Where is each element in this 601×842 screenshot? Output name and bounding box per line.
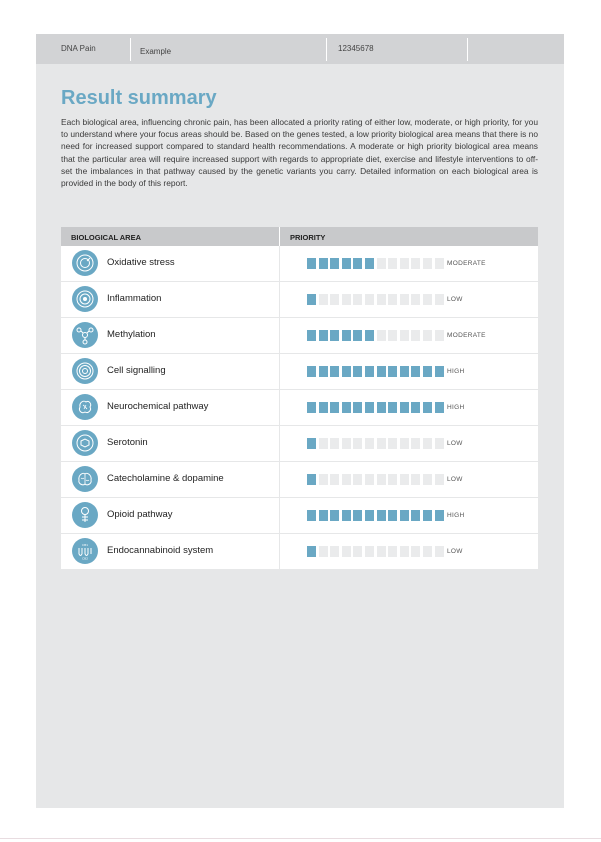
priority-segment-empty [411,546,420,557]
priority-segment-filled [330,366,339,377]
priority-segment-empty [411,258,420,269]
opioid-icon [72,502,98,528]
priority-segment-empty [365,474,374,485]
priority-segment-empty [342,474,351,485]
priority-segment-filled [307,438,316,449]
priority-segment-filled [307,402,316,413]
serotonin-icon [72,430,98,456]
biological-area-name: Inflammation [107,293,162,304]
priority-segment-empty [435,330,444,341]
priority-level: HIGH [447,368,465,375]
priority-segment-empty [400,546,409,557]
priority-segment-empty [353,438,362,449]
priority-segment-empty [353,474,362,485]
priority-segment-filled [400,510,409,521]
priority-segment-empty [411,294,420,305]
report-name: DNA Pain [61,44,96,53]
column-divider [279,534,280,569]
priority-segment-empty [330,294,339,305]
priority-segment-empty [330,474,339,485]
priority-segment-filled [353,402,362,413]
priority-segment-empty [319,546,328,557]
priority-meter [307,510,446,521]
column-divider [279,498,280,533]
priority-segment-filled [435,366,444,377]
priority-level: LOW [447,440,463,447]
priority-segment-filled [319,510,328,521]
priority-meter [307,438,446,449]
biological-area-name: Methylation [107,329,156,340]
endocannabinoid-icon [72,538,98,564]
priority-segment-empty [388,474,397,485]
priority-meter [307,330,446,341]
priority-segment-filled [342,510,351,521]
priority-segment-empty [365,294,374,305]
column-divider [279,318,280,353]
priority-segment-filled [319,366,328,377]
priority-segment-empty [423,258,432,269]
priority-segment-empty [342,438,351,449]
column-divider [279,426,280,461]
priority-segment-empty [423,330,432,341]
table-row [61,282,538,318]
priority-segment-filled [342,366,351,377]
methylation-icon [72,322,98,348]
priority-level: LOW [447,296,463,303]
priority-segment-filled [330,510,339,521]
priority-segment-empty [388,330,397,341]
priority-level: MODERATE [447,332,486,339]
biological-area-name: Oxidative stress [107,257,175,268]
priority-segment-empty [435,294,444,305]
priority-segment-empty [423,474,432,485]
priority-segment-filled [435,510,444,521]
priority-level: HIGH [447,512,465,519]
priority-segment-filled [423,366,432,377]
priority-segment-empty [377,294,386,305]
priority-segment-empty [365,438,374,449]
priority-segment-filled [307,546,316,557]
column-header-area: BIOLOGICAL AREA [71,233,142,242]
table-row [61,246,538,282]
table-row [61,534,538,570]
column-divider [279,282,280,317]
priority-segment-filled [330,258,339,269]
priority-segment-filled [353,258,362,269]
priority-segment-empty [435,438,444,449]
priority-segment-filled [353,510,362,521]
priority-segment-filled [400,366,409,377]
priority-segment-empty [400,330,409,341]
priority-segment-empty [330,546,339,557]
priority-segment-filled [307,330,316,341]
table-row [61,426,538,462]
biological-area-name: Serotonin [107,437,148,448]
priority-segment-empty [435,546,444,557]
cell-signalling-icon [72,358,98,384]
priority-segment-filled [307,294,316,305]
priority-segment-filled [411,366,420,377]
priority-meter [307,294,446,305]
header-divider [130,38,131,61]
priority-segment-filled [388,510,397,521]
page-title: Result summary [61,87,217,109]
priority-table [61,227,538,570]
priority-segment-empty [423,294,432,305]
priority-segment-filled [307,366,316,377]
priority-meter [307,402,446,413]
header-divider [326,38,327,61]
priority-segment-empty [365,546,374,557]
priority-segment-empty [319,438,328,449]
priority-segment-filled [353,330,362,341]
priority-segment-filled [388,402,397,413]
priority-segment-filled [411,402,420,413]
priority-segment-empty [330,438,339,449]
page-edge-line [0,838,601,839]
priority-segment-filled [342,330,351,341]
priority-segment-empty [400,258,409,269]
table-row [61,390,538,426]
priority-segment-filled [365,510,374,521]
priority-segment-empty [388,294,397,305]
column-header-priority: PRIORITY [290,233,326,242]
biological-area-name: Cell signalling [107,365,166,376]
svg-text:CB1: CB1 [82,543,89,547]
neurochemical-icon [72,394,98,420]
biological-area-name: Opioid pathway [107,509,173,520]
priority-segment-filled [365,330,374,341]
priority-segment-filled [423,510,432,521]
priority-segment-filled [435,402,444,413]
column-divider [279,390,280,425]
priority-segment-filled [307,510,316,521]
brain-icon [72,466,98,492]
priority-segment-filled [319,402,328,413]
table-row [61,318,538,354]
priority-level: LOW [447,476,463,483]
priority-segment-empty [319,474,328,485]
priority-segment-filled [307,474,316,485]
column-divider [279,462,280,497]
priority-segment-filled [411,510,420,521]
priority-segment-filled [319,258,328,269]
column-divider [279,227,280,246]
priority-segment-empty [377,546,386,557]
priority-segment-empty [411,438,420,449]
priority-segment-empty [377,258,386,269]
intro-paragraph: Each biological area, influencing chronic pain, has been allocated a priority rating of either low, moderate, or high priority, for you to understand where your focus areas should be. Based on the genes tested, a low priority biological area means that there is no need for increased support compared to standard health recommendations. A moderate or high priority biological area means that the particular area will require increased support with regards to appropriate diet, exercise and lifestyle interventions to off-set the imbalances in that pathway caused by the genetic variants you carry. Detailed information on each biological area is provided in the body of this report. [61,117,538,189]
priority-segment-filled [330,402,339,413]
column-divider [279,354,280,389]
priority-segment-empty [377,330,386,341]
priority-meter [307,258,446,269]
priority-segment-filled [353,366,362,377]
priority-segment-empty [319,294,328,305]
table-row [61,354,538,390]
column-divider [279,246,280,281]
priority-segment-filled [330,330,339,341]
priority-meter [307,546,446,557]
priority-segment-filled [365,366,374,377]
priority-segment-empty [342,546,351,557]
priority-meter [307,474,446,485]
biological-area-name: Catecholamine & dopamine [107,473,224,484]
priority-segment-empty [353,546,362,557]
client-name: Example [140,47,172,56]
report-page [36,34,564,808]
priority-segment-empty [435,474,444,485]
priority-segment-filled [319,330,328,341]
priority-segment-filled [365,402,374,413]
table-row [61,462,538,498]
priority-level: LOW [447,548,463,555]
priority-segment-empty [435,258,444,269]
priority-meter [307,366,446,377]
priority-segment-empty [388,258,397,269]
priority-segment-empty [342,294,351,305]
priority-segment-filled [342,402,351,413]
priority-segment-filled [377,510,386,521]
priority-segment-empty [400,474,409,485]
priority-segment-empty [377,474,386,485]
priority-level: HIGH [447,404,465,411]
priority-segment-empty [411,474,420,485]
biological-area-name: Neurochemical pathway [107,401,209,412]
priority-segment-filled [377,402,386,413]
table-header [61,227,538,246]
priority-segment-filled [388,366,397,377]
inflammation-icon [72,286,98,312]
svg-text:CB2: CB2 [82,556,89,561]
priority-segment-empty [400,294,409,305]
oxidative-stress-icon [72,250,98,276]
priority-segment-empty [388,546,397,557]
priority-segment-filled [365,258,374,269]
report-header [36,34,564,64]
priority-segment-filled [400,402,409,413]
priority-segment-empty [423,438,432,449]
priority-segment-filled [342,258,351,269]
header-divider [467,38,468,61]
priority-segment-filled [423,402,432,413]
priority-segment-empty [400,438,409,449]
priority-segment-empty [377,438,386,449]
table-row [61,498,538,534]
priority-segment-filled [377,366,386,377]
table-body [61,246,538,570]
priority-level: MODERATE [447,260,486,267]
priority-segment-empty [388,438,397,449]
priority-segment-empty [411,330,420,341]
priority-segment-filled [307,258,316,269]
priority-segment-empty [353,294,362,305]
biological-area-name: Endocannabinoid system [107,545,214,556]
reference-number: 12345678 [338,44,374,53]
priority-segment-empty [423,546,432,557]
